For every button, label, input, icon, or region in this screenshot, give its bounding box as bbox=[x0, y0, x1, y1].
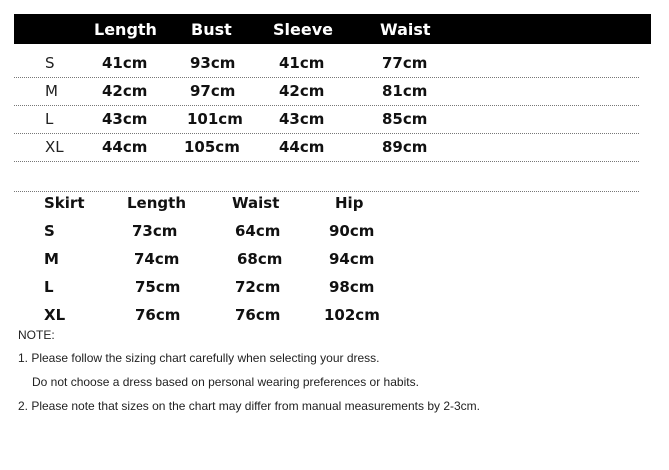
table-separator bbox=[14, 165, 639, 192]
size-label: XL bbox=[44, 306, 66, 324]
table-row bbox=[14, 51, 639, 78]
note-line-1: 1. Please follow the sizing chart carefully when selecting your dress. bbox=[18, 351, 380, 365]
table-row bbox=[14, 275, 514, 301]
size-label: XL bbox=[45, 138, 64, 156]
waist-value: 85cm bbox=[382, 110, 428, 128]
length-value: 76cm bbox=[135, 306, 181, 324]
hip-value: 94cm bbox=[329, 250, 375, 268]
size-label: M bbox=[45, 82, 58, 100]
waist-value: 68cm bbox=[237, 250, 283, 268]
length-value: 42cm bbox=[102, 82, 148, 100]
length-value: 43cm bbox=[102, 110, 148, 128]
header-skirt: Skirt bbox=[44, 194, 85, 212]
header-waist: Waist bbox=[232, 194, 280, 212]
header-waist: Waist bbox=[380, 20, 431, 39]
sleeve-value: 42cm bbox=[279, 82, 325, 100]
waist-value: 77cm bbox=[382, 54, 428, 72]
hip-value: 98cm bbox=[329, 278, 375, 296]
size-label: S bbox=[45, 54, 55, 72]
table-row bbox=[14, 79, 639, 106]
sleeve-value: 44cm bbox=[279, 138, 325, 156]
length-value: 41cm bbox=[102, 54, 148, 72]
waist-value: 64cm bbox=[235, 222, 281, 240]
waist-value: 76cm bbox=[235, 306, 281, 324]
hip-value: 102cm bbox=[324, 306, 380, 324]
top-table-header bbox=[14, 14, 651, 44]
sleeve-value: 43cm bbox=[279, 110, 325, 128]
size-label: S bbox=[44, 222, 55, 240]
note-title: NOTE: bbox=[18, 328, 55, 342]
hip-value: 90cm bbox=[329, 222, 375, 240]
header-bust: Bust bbox=[191, 20, 232, 39]
waist-value: 89cm bbox=[382, 138, 428, 156]
table-row bbox=[14, 135, 639, 162]
table-row bbox=[14, 303, 514, 329]
table-row bbox=[14, 107, 639, 134]
waist-value: 81cm bbox=[382, 82, 428, 100]
length-value: 75cm bbox=[135, 278, 181, 296]
length-value: 74cm bbox=[134, 250, 180, 268]
length-value: 44cm bbox=[102, 138, 148, 156]
length-value: 73cm bbox=[132, 222, 178, 240]
size-label: M bbox=[44, 250, 59, 268]
bust-value: 105cm bbox=[184, 138, 240, 156]
size-label: L bbox=[45, 110, 54, 128]
sleeve-value: 41cm bbox=[279, 54, 325, 72]
table-row bbox=[14, 219, 514, 245]
bust-value: 101cm bbox=[187, 110, 243, 128]
table-row bbox=[14, 247, 514, 273]
header-hip: Hip bbox=[335, 194, 364, 212]
skirt-table-header bbox=[14, 191, 514, 217]
note-line-2: 2. Please note that sizes on the chart may differ from manual measurements by 2-3cm. bbox=[18, 399, 480, 413]
header-sleeve: Sleeve bbox=[273, 20, 333, 39]
header-length: Length bbox=[127, 194, 186, 212]
bust-value: 97cm bbox=[190, 82, 236, 100]
header-length: Length bbox=[94, 20, 157, 39]
waist-value: 72cm bbox=[235, 278, 281, 296]
bust-value: 93cm bbox=[190, 54, 236, 72]
note-line-1b: Do not choose a dress based on personal wearing preferences or habits. bbox=[32, 375, 419, 389]
size-label: L bbox=[44, 278, 54, 296]
